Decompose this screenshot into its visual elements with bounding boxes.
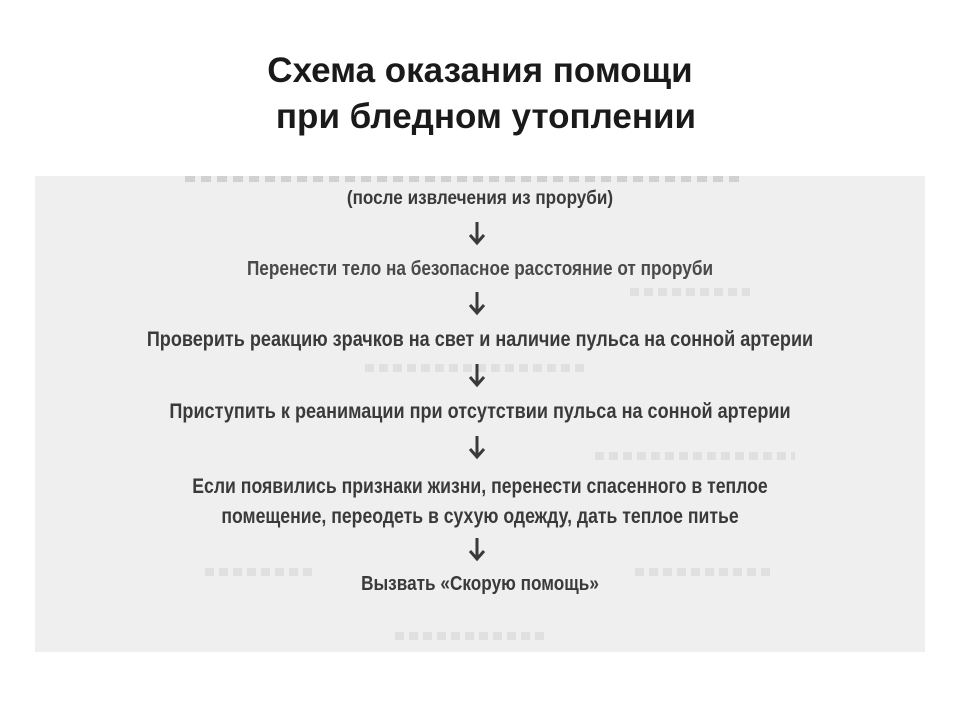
title-line-1: Схема оказания помощи [267,51,693,90]
down-arrow-icon [465,220,489,246]
step-move-body: Перенести тело на безопасное расстояние от проруби [246,258,714,280]
step-check-pupils-pulse: Проверить реакцию зрачков на свет и наличие пульса на сонной артерии [146,328,814,351]
down-arrow-icon [465,290,489,316]
down-arrow-icon [465,362,489,388]
down-arrow-icon [465,434,489,460]
step-after-extraction: (после извлечения из проруби) [346,188,614,209]
flowchart-scan [35,176,925,652]
down-arrow-icon [465,536,489,562]
bleed-through-mark [630,288,750,296]
step-signs-of-life [106,472,854,532]
title-line-2: при бледном утоплении [275,97,697,136]
step-call-ambulance: Вызвать «Скорую помощь» [361,573,599,595]
bleed-through-mark [595,452,795,460]
bleed-through-mark [395,632,545,640]
step-start-resuscitation: Приступить к реанимации при отсутствии пульса на сонной артерии [169,400,791,423]
slide-title [0,48,960,140]
cropped-text-remnant [185,176,745,182]
step-signs-of-life-line-2: помещение, переодеть в сухую одежду, дать теплое питье [221,505,739,528]
step-signs-of-life-line-1: Если появились признаки жизни, перенести спасенного в теплое [192,475,768,498]
